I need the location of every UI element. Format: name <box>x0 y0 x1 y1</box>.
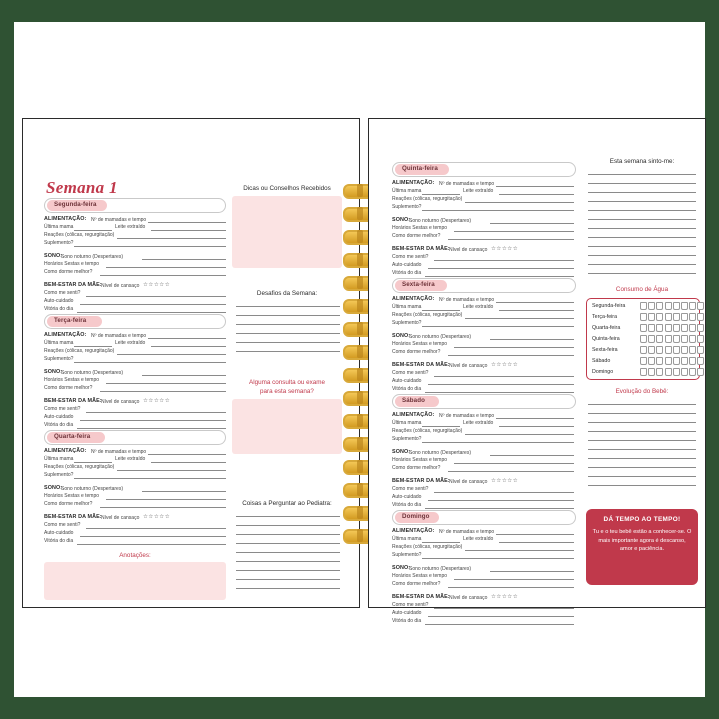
section-note: Nº de mamadas e tempo <box>439 412 495 419</box>
section-note: Nível de cansaço <box>449 362 488 369</box>
field-label: Como dorme melhor? <box>392 465 441 471</box>
field-label: Reações (cólicas, regurgitação) <box>44 348 115 354</box>
agua-day-label: Sexta-feira <box>592 347 618 353</box>
day-header-sexta <box>392 278 576 293</box>
field-label: Vitória do dia <box>392 270 422 276</box>
section-alimentacao-label: ALIMENTAÇÃO: <box>392 296 435 302</box>
agua-cups-row[interactable] <box>640 335 704 343</box>
field-label: Auto-cuidado <box>44 298 74 304</box>
day-label: Sexta-feira <box>402 281 435 288</box>
field-label: Vitória do dia <box>44 538 74 544</box>
agua-day-label: Quinta-feira <box>592 336 620 342</box>
agua-day-label: Domingo <box>592 369 614 375</box>
anotacoes-box[interactable] <box>44 562 226 600</box>
bottom-border <box>0 697 719 719</box>
field-label: Suplemento? <box>392 204 422 210</box>
field-label: Leite extraído <box>463 536 494 542</box>
rating-stars[interactable]: ☆☆☆☆☆ <box>143 397 171 404</box>
field-label: Como me senti? <box>392 486 429 492</box>
field-label: Horários Sestas e tempo <box>392 573 448 579</box>
anotacoes-caption: Anotações: <box>119 552 151 559</box>
field-label: Última mama <box>392 420 422 426</box>
field-label: Reações (cólicas, regurgitação) <box>392 312 463 318</box>
section-note: Nº de mamadas e tempo <box>439 296 495 303</box>
day-label: Domingo <box>402 513 430 520</box>
field-label: Leite extraído <box>115 456 146 462</box>
field-label: Leite extraído <box>463 188 494 194</box>
right-border <box>705 0 719 719</box>
field-label: Horários Sestas e tempo <box>44 261 100 267</box>
agua-cups-row[interactable] <box>640 302 704 310</box>
consulta-caption-line2: para esta semana? <box>260 388 314 395</box>
field-label: Suplemento? <box>44 240 74 246</box>
field-label: Vitória do dia <box>44 306 74 312</box>
section-alimentacao-label: ALIMENTAÇÃO: <box>44 332 87 338</box>
field-label: Vitória do dia <box>44 422 74 428</box>
field-label: Leite extraído <box>115 340 146 346</box>
section-bemestar-label: BEM-ESTAR DA MÃE: <box>44 282 102 288</box>
section-note: Sono noturno (Despertares) <box>409 565 471 572</box>
section-bemestar-label: BEM-ESTAR DA MÃE: <box>44 398 102 404</box>
field-label: Suplemento? <box>392 552 422 558</box>
day-header-sabado <box>392 394 576 409</box>
field-label: Vitória do dia <box>392 618 422 624</box>
field-label: Última mama <box>392 304 422 310</box>
section-note: Nº de mamadas e tempo <box>439 528 495 535</box>
field-label: Horários Sestas e tempo <box>44 493 100 499</box>
desafios-caption: Desafios da Semana: <box>256 290 318 297</box>
section-bemestar-label: BEM-ESTAR DA MÃE: <box>392 478 450 484</box>
consulta-box[interactable] <box>232 399 342 454</box>
field-label: Horários Sestas e tempo <box>392 225 448 231</box>
evolucao-title: Evolução do Bebê: <box>615 388 669 395</box>
rating-stars[interactable]: ☆☆☆☆☆ <box>143 281 171 288</box>
quote-box <box>586 509 698 585</box>
top-border <box>0 0 719 22</box>
section-sono-label: SONO: <box>392 217 411 223</box>
consulta-caption-line1: Alguma consulta ou exame <box>249 379 325 386</box>
agua-day-label: Segunda-feira <box>592 303 626 309</box>
agua-cups-row[interactable] <box>640 313 704 321</box>
field-label: Como me senti? <box>44 522 81 528</box>
field-label: Suplemento? <box>44 356 74 362</box>
section-sono-label: SONO: <box>44 485 63 491</box>
agua-day-label: Terça-feira <box>592 314 618 320</box>
notebook-stage <box>14 22 705 697</box>
day-label: Quarta-feira <box>54 433 91 440</box>
day-label: Segunda-feira <box>54 201 97 208</box>
field-label: Como dorme melhor? <box>392 349 441 355</box>
agua-title: Consumo de Água <box>615 286 669 293</box>
section-note: Nível de cansaço <box>101 514 140 521</box>
field-label: Como me senti? <box>392 602 429 608</box>
section-sono-label: SONO: <box>392 565 411 571</box>
field-label: Auto-cuidado <box>392 494 422 500</box>
day-header-domingo <box>392 510 576 525</box>
section-note: Nível de cansaço <box>449 478 488 485</box>
section-note: Sono noturno (Despertares) <box>409 449 471 456</box>
section-sono-label: SONO: <box>392 449 411 455</box>
field-label: Vitória do dia <box>392 502 422 508</box>
rating-stars[interactable]: ☆☆☆☆☆ <box>491 477 519 484</box>
rating-stars[interactable]: ☆☆☆☆☆ <box>143 513 171 520</box>
pediatra-caption: Coisas a Perguntar ao Pediatra: <box>242 500 332 507</box>
section-sono-label: SONO: <box>44 369 63 375</box>
section-note: Nível de cansaço <box>449 594 488 601</box>
field-label: Última mama <box>44 456 74 462</box>
quote-title: DÁ TEMPO AO TEMPO! <box>603 516 681 523</box>
section-note: Nº de mamadas e tempo <box>91 448 147 455</box>
section-alimentacao-label: ALIMENTAÇÃO: <box>392 180 435 186</box>
field-label: Auto-cuidado <box>392 610 422 616</box>
field-label: Como dorme melhor? <box>44 385 93 391</box>
agua-cups-row[interactable] <box>640 357 704 365</box>
quote-text: Tu e o teu bebê estão a conhecer-se. O mais importante agora é descanso, amor e paciência. <box>592 529 692 552</box>
section-alimentacao-label: ALIMENTAÇÃO: <box>44 448 87 454</box>
day-header-quinta <box>392 162 576 177</box>
rating-stars[interactable]: ☆☆☆☆☆ <box>491 361 519 368</box>
field-label: Reações (cólicas, regurgitação) <box>44 232 115 238</box>
section-note: Sono noturno (Despertares) <box>409 217 471 224</box>
dicas-caption: Dicas ou Conselhos Recebidos <box>243 185 331 192</box>
section-alimentacao-label: ALIMENTAÇÃO: <box>44 216 87 222</box>
rating-stars[interactable]: ☆☆☆☆☆ <box>491 245 519 252</box>
field-label: Reações (cólicas, regurgitação) <box>392 544 463 550</box>
agua-day-label: Quarta-feira <box>592 325 621 331</box>
section-alimentacao-label: ALIMENTAÇÃO: <box>392 528 435 534</box>
agua-day-label: Sábado <box>592 358 611 364</box>
field-label: Auto-cuidado <box>44 530 74 536</box>
section-note: Nível de cansaço <box>101 398 140 405</box>
dicas-box[interactable] <box>232 196 342 268</box>
section-bemestar-label: BEM-ESTAR DA MÃE: <box>44 514 102 520</box>
section-note: Nº de mamadas e tempo <box>439 180 495 187</box>
field-label: Auto-cuidado <box>392 262 422 268</box>
field-label: Horários Sestas e tempo <box>392 457 448 463</box>
field-label: Como me senti? <box>44 290 81 296</box>
section-bemestar-label: BEM-ESTAR DA MÃE: <box>392 594 450 600</box>
field-label: Como me senti? <box>44 406 81 412</box>
agua-cups-row[interactable] <box>640 346 704 354</box>
field-label: Leite extraído <box>463 420 494 426</box>
left-border <box>0 0 14 719</box>
field-label: Como dorme melhor? <box>392 581 441 587</box>
section-alimentacao-label: ALIMENTAÇÃO: <box>392 412 435 418</box>
agua-cups-row[interactable] <box>640 368 704 376</box>
field-label: Última mama <box>392 536 422 542</box>
field-label: Reações (cólicas, regurgitação) <box>44 464 115 470</box>
section-sono-label: SONO: <box>392 333 411 339</box>
day-label: Terça-feira <box>54 317 87 324</box>
field-label: Auto-cuidado <box>44 414 74 420</box>
field-label: Horários Sestas e tempo <box>392 341 448 347</box>
field-label: Como me senti? <box>392 254 429 260</box>
section-note: Nível de cansaço <box>449 246 488 253</box>
field-label: Leite extraído <box>463 304 494 310</box>
section-bemestar-label: BEM-ESTAR DA MÃE: <box>392 362 450 368</box>
field-label: Como dorme melhor? <box>392 233 441 239</box>
field-label: Auto-cuidado <box>392 378 422 384</box>
rating-stars[interactable]: ☆☆☆☆☆ <box>491 593 519 600</box>
day-header-quarta <box>44 430 226 445</box>
field-label: Suplemento? <box>44 472 74 478</box>
sinto-me-title: Esta semana sinto-me: <box>609 158 675 165</box>
day-label: Sábado <box>402 397 425 404</box>
section-note: Sono noturno (Despertares) <box>61 369 123 376</box>
field-label: Vitória do dia <box>392 386 422 392</box>
field-label: Suplemento? <box>392 320 422 326</box>
section-note: Nº de mamadas e tempo <box>91 216 147 223</box>
section-sono-label: SONO: <box>44 253 63 259</box>
day-label: Quinta-feira <box>402 165 438 172</box>
section-note: Sono noturno (Despertares) <box>409 333 471 340</box>
section-note: Nº de mamadas e tempo <box>91 332 147 339</box>
field-label: Como me senti? <box>392 370 429 376</box>
field-label: Reações (cólicas, regurgitação) <box>392 196 463 202</box>
section-note: Sono noturno (Despertares) <box>61 253 123 260</box>
section-bemestar-label: BEM-ESTAR DA MÃE: <box>392 246 450 252</box>
field-label: Última mama <box>392 188 422 194</box>
day-header-segunda <box>44 198 226 213</box>
field-label: Reações (cólicas, regurgitação) <box>392 428 463 434</box>
field-label: Leite extraído <box>115 224 146 230</box>
agua-cups-row[interactable] <box>640 324 704 332</box>
page-title: Semana 1 <box>46 178 118 197</box>
field-label: Horários Sestas e tempo <box>44 377 100 383</box>
field-label: Como dorme melhor? <box>44 501 93 507</box>
field-label: Última mama <box>44 224 74 230</box>
section-note: Nível de cansaço <box>101 282 140 289</box>
field-label: Como dorme melhor? <box>44 269 93 275</box>
section-note: Sono noturno (Despertares) <box>61 485 123 492</box>
field-label: Suplemento? <box>392 436 422 442</box>
day-header-terca <box>44 314 226 329</box>
field-label: Última mama <box>44 340 74 346</box>
